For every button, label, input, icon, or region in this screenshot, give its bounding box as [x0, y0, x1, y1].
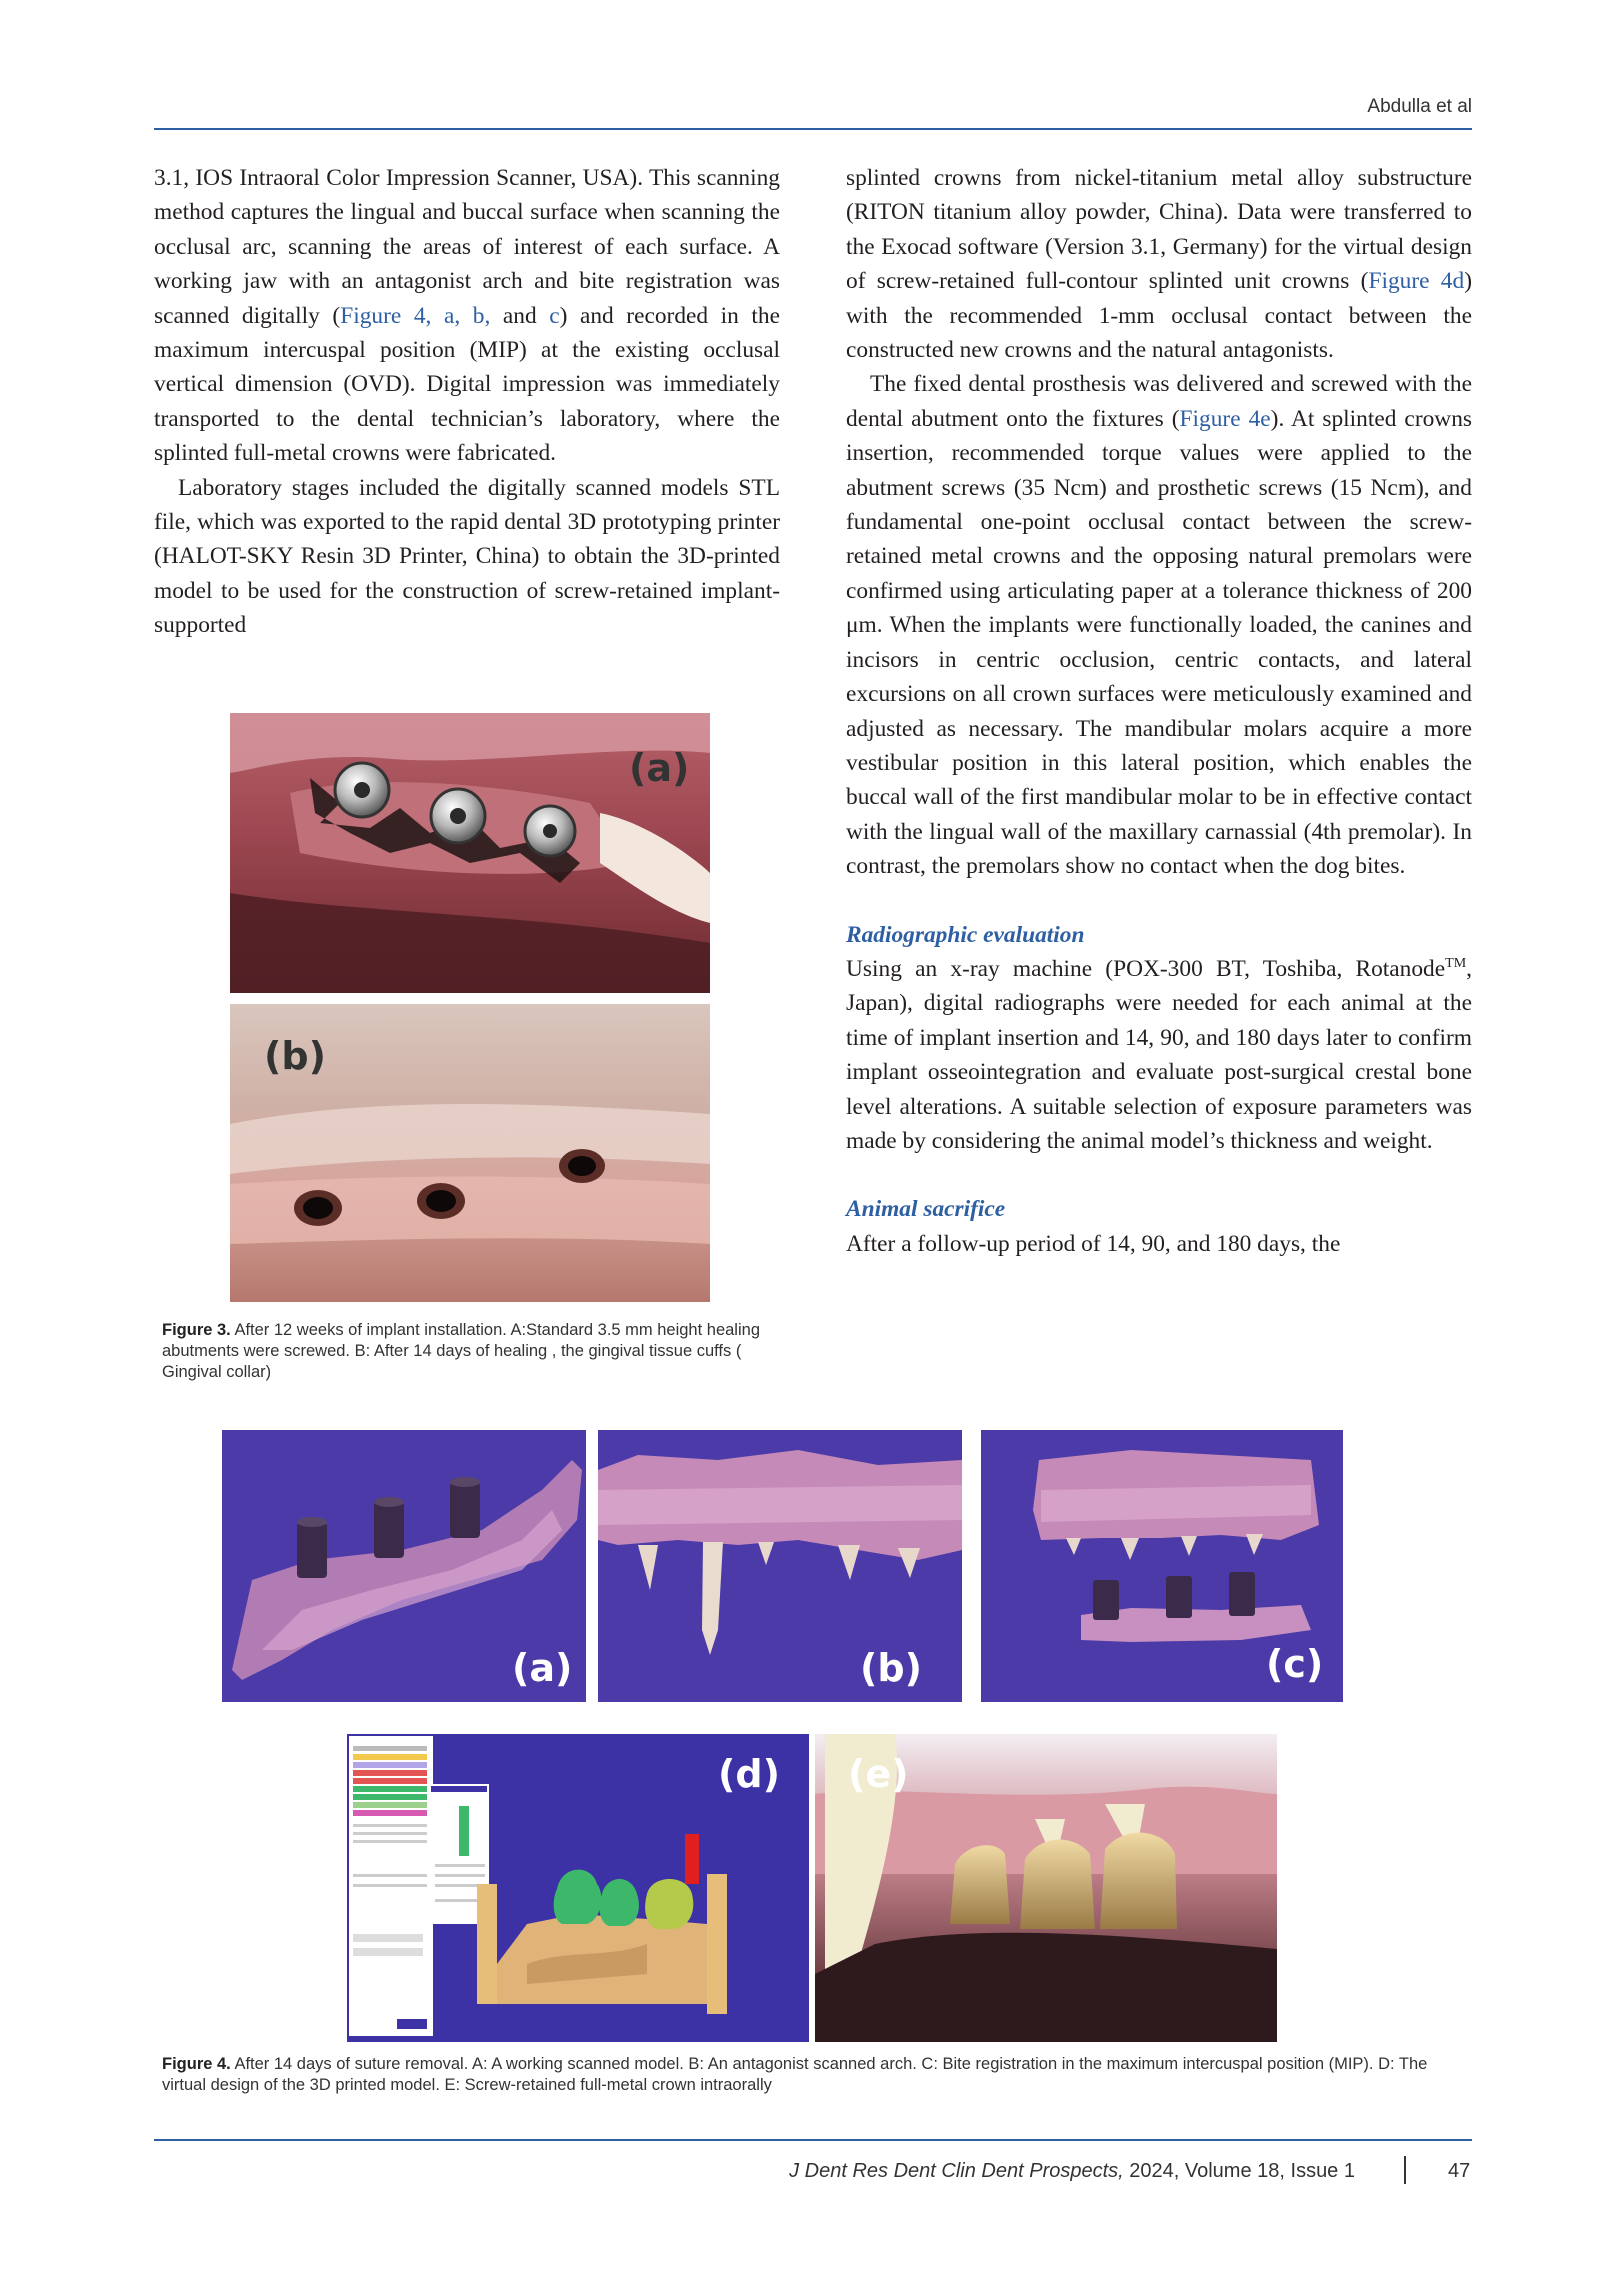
figure-4-caption: Figure 4. After 14 days of suture removal. A: A working scanned model. B: An antagonist scanned arch. C: Bite registration in the maximum intercuspal position (MIP). D: The virtual design of the 3D printed model. E: Screw-retained full-metal crown intraorally [162, 2055, 1428, 2094]
figure-4b-label: (b) [860, 1646, 922, 1690]
journal-issue: 2024, Volume 18, Issue 1 [1123, 2160, 1355, 2182]
figure-3a-label: (a) [629, 746, 690, 790]
figure-4a-label: (a) [512, 1646, 573, 1690]
left-column [154, 161, 780, 643]
journal-name: J Dent Res Dent Clin Dent Prospects, [789, 2160, 1124, 2182]
section-heading-sacrifice: Animal sacrifice [846, 1196, 1006, 1223]
radiographic-paragraph: Using an x-ray machine (POX-300 BT, Toshiba, Rotanode™, Japan), digital radiographs were needed for each animal at the time of implant insertion and 14, 90, and 180 days later to confirm implant osseointegration and evaluate post-surgical crestal bone level alterations. A suitable selection of exposure parameters was made by considering the animal model’s thickness and weight. [846, 955, 1472, 1154]
figure-4abc-link[interactable]: Figure 4, a, b, [340, 302, 491, 329]
right-column [846, 161, 1472, 1261]
left-paragraph-1: 3.1, IOS Intraoral Color Impression Scanner, USA). This scanning method captures the lingual and buccal surface when scanning the occlusal arc, scanning the areas of interest of each surface. A working jaw with an antagonist arch and bite registration was scanned digitally (Figure 4, a, b, and c) and recorded in the maximum intercuspal position (MIP) at the existing occlusal vertical dimension (OVD). Digital impression was immediately transported to the dental technician’s laboratory, where the splinted full-metal crowns were fabricated. [154, 165, 780, 467]
section-heading-radiographic: Radiographic evaluation [846, 921, 1085, 948]
footer-rule [154, 2139, 1472, 2141]
figure-4c-label: (c) [1266, 1642, 1324, 1686]
figure-3-caption: Figure 3. After 12 weeks of implant installation. A:Standard 3.5 mm height healing abutments were screwed. B: After 14 days of healing , the gingival tissue cuffs ( Gingival collar) [162, 1321, 760, 1381]
sacrifice-paragraph: After a follow-up period of 14, 90, and 180 days, the [846, 1230, 1341, 1257]
figure-4d-label: (d) [718, 1752, 780, 1796]
figure-4e-link[interactable]: Figure 4e [1179, 405, 1271, 432]
figure-4c-link[interactable]: c [549, 302, 560, 329]
running-header-author: Abdulla et al [1367, 96, 1472, 117]
right-paragraph-1: splinted crowns from nickel-titanium metal alloy substructure (RITON titanium alloy powder, China). Data were transferred to the Exocad software (Version 3.1, Germany) for the virtual design of screw-retained full-contour splinted unit crowns (Figure 4d) with the recommended 1-mm occlusal contact between the constructed new crowns and the natural antagonists. [846, 165, 1472, 364]
footer-journal-info [789, 2160, 1355, 2183]
figure-3b-label: (b) [264, 1034, 326, 1078]
figure-4d-link[interactable]: Figure 4d [1368, 268, 1465, 295]
page-number: 47 [1448, 2160, 1471, 2182]
footer-separator [1404, 2156, 1406, 2184]
figure-4e-label: (e) [848, 1752, 909, 1796]
left-paragraph-2: Laboratory stages included the digitally scanned models STL file, which was exported to the rapid dental 3D prototyping printer (HALOT-SKY Resin 3D Printer, China) to obtain the 3D-printed model to be used for the construction of screw-retained implant-supported [154, 474, 780, 639]
right-paragraph-2: The fixed dental prosthesis was delivered and screwed with the dental abutment onto the fixtures (Figure 4e). At splinted crowns insertion, recommended torque values were applied to the abutment screws (35 Ncm) and prosthetic screws (15 Ncm), and fundamental one-point occlusal contact between the screw-retained metal crowns and the opposing natural premolars were confirmed using articulating paper at a tolerance thickness of 200 μm. When the implants were functionally loaded, the canines and incisors in centric occlusion, centric contacts, and lateral excursions on all crown surfaces were meticulously examined and adjusted as necessary. The mandibular molars acquire a more vestibular position in this lateral position, which enables the buccal wall of the first mandibular molar to be in effective contact with the lingual wall of the maxillary carnassial (4th premolar). In contrast, the premolars show no contact when the dog bites. [846, 371, 1472, 880]
header-rule [154, 128, 1472, 130]
